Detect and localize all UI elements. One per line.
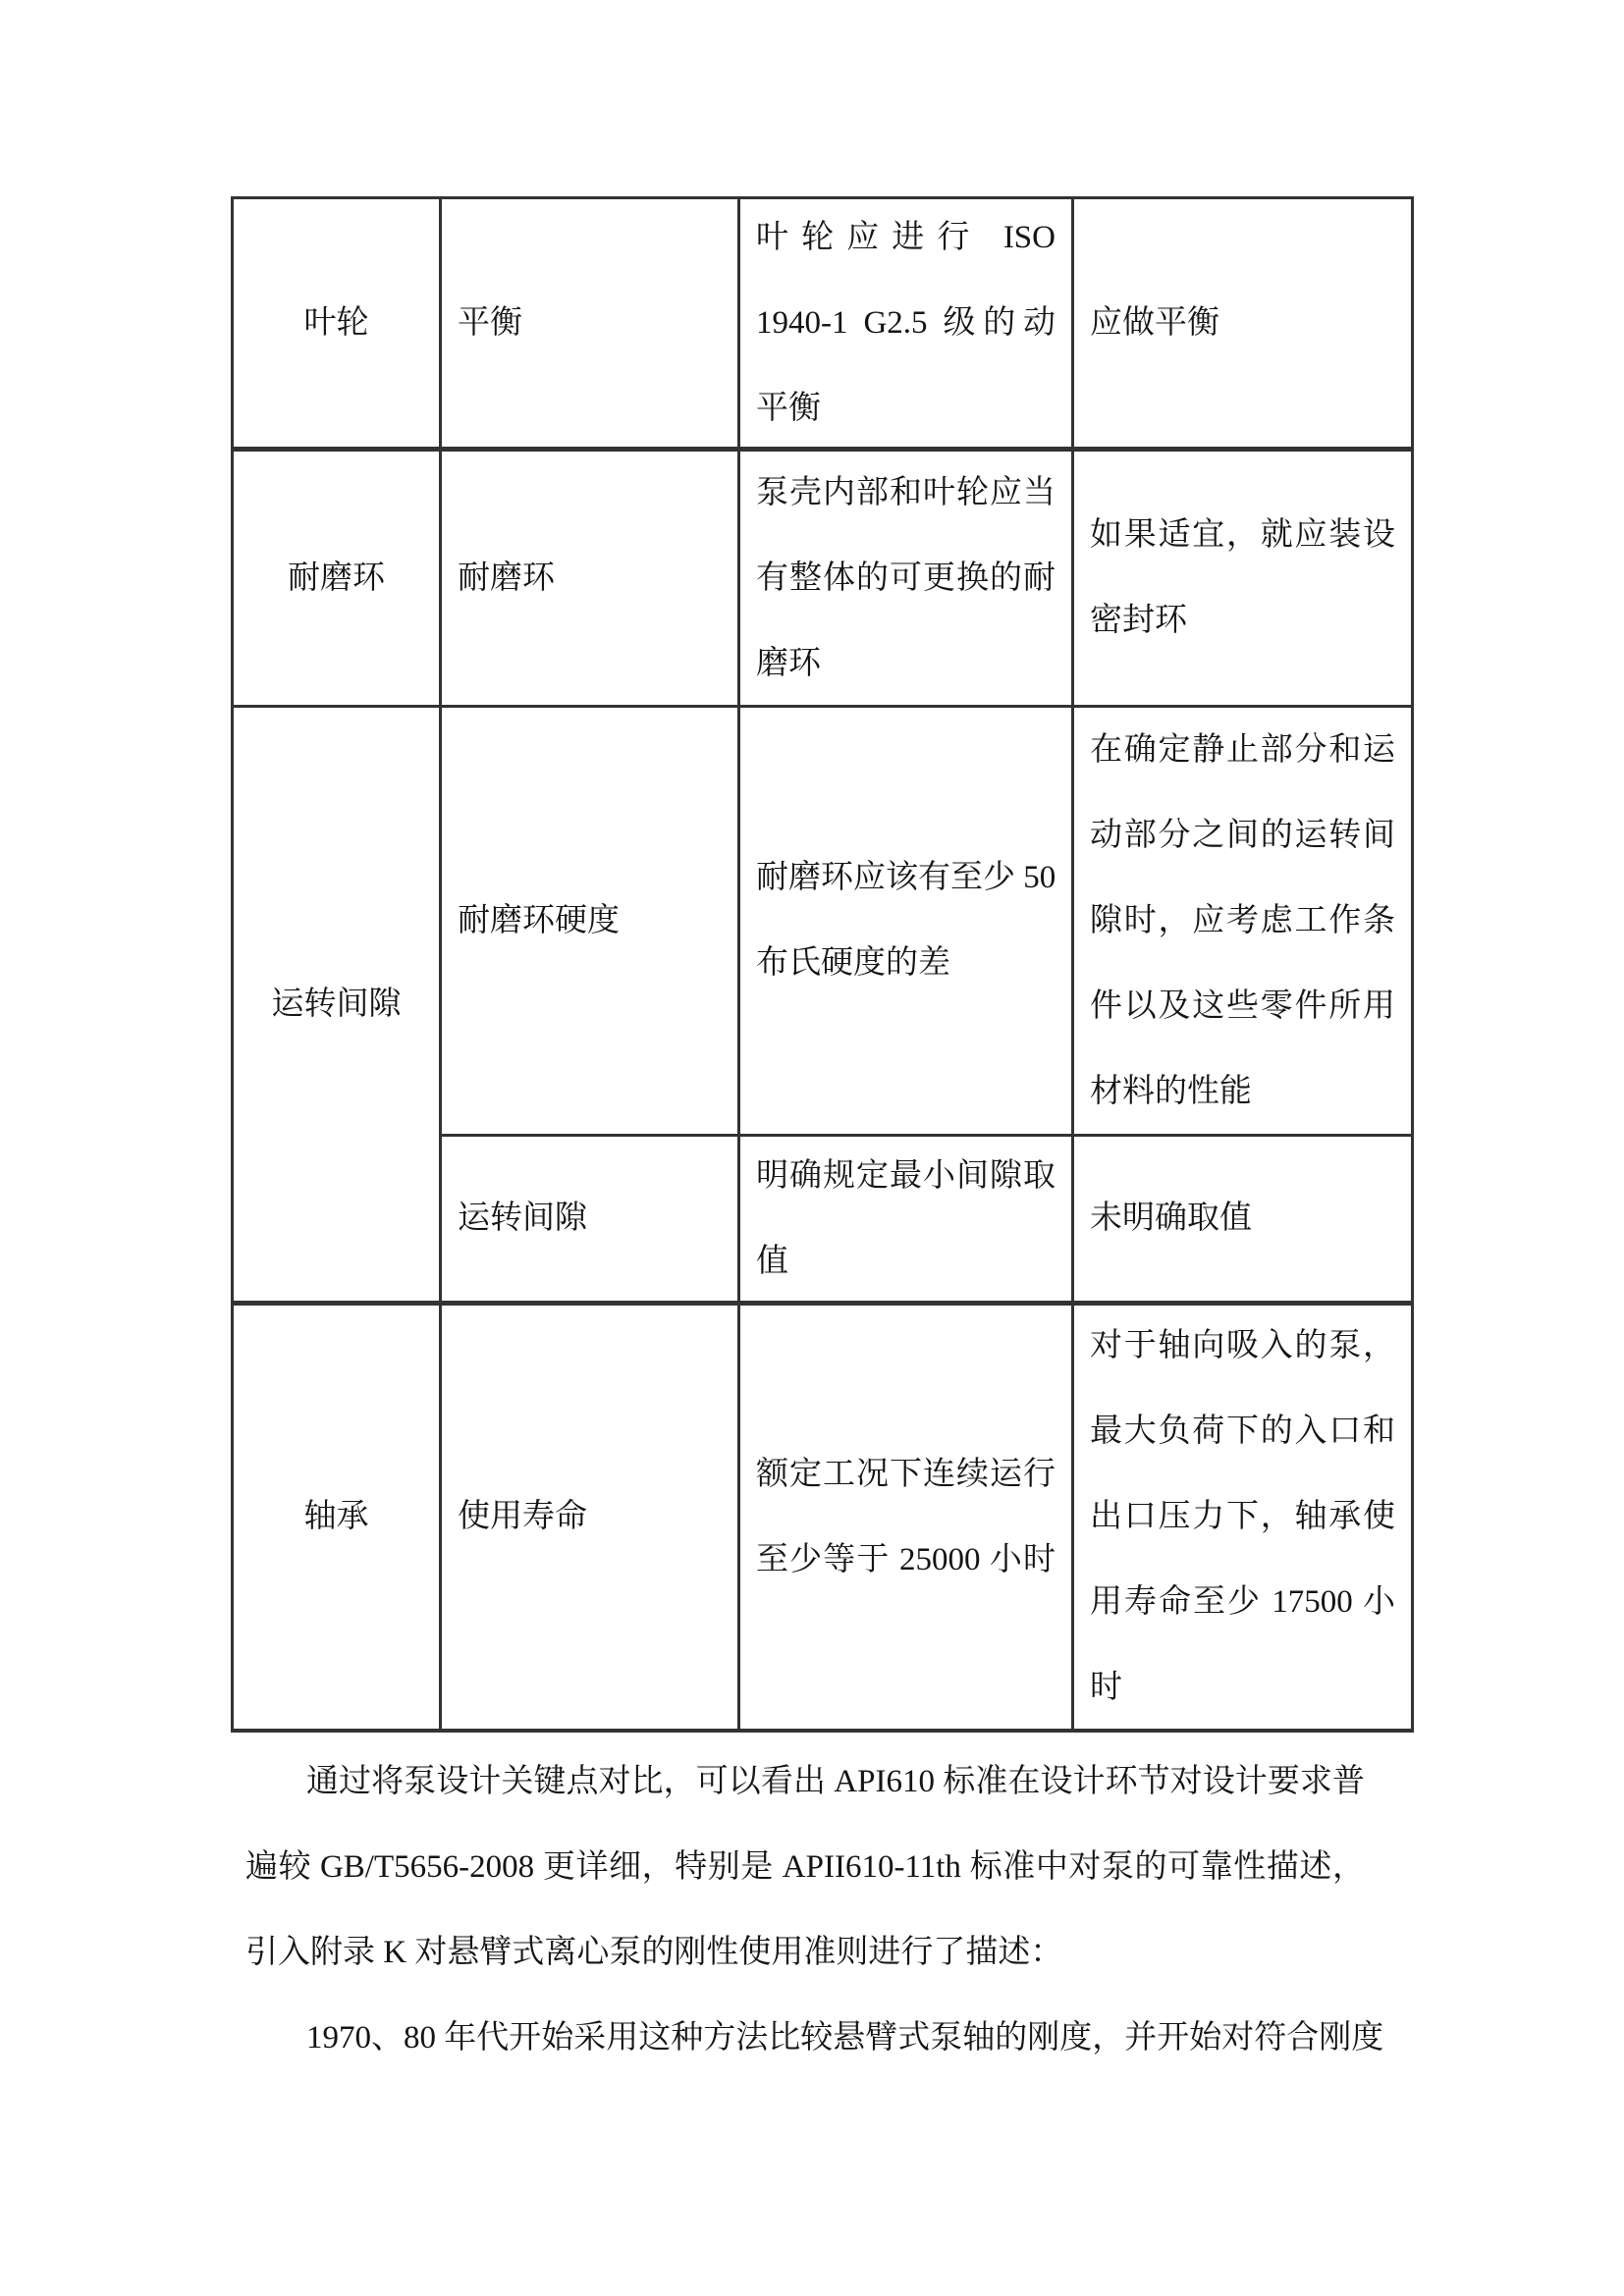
text-line: 运转间隙 [458,1201,587,1236]
text-line: 使用寿命 [458,1499,587,1534]
table-cell-r2c3 [740,452,1074,708]
text-line: 额定工况下连续运行 [756,1456,1056,1492]
text-line: 轴承 [303,1499,369,1534]
text-line: 平衡 [458,304,522,341]
text-line: 用寿命至少 17500 小 [1090,1584,1395,1620]
text-line: 叶轮 [303,304,369,341]
comparison-table [231,196,1414,1733]
text-line: 动部分之间的运转间 [1090,817,1395,853]
table-cell-r2c2 [442,452,740,708]
text-line: 最大负荷下的入口和 [1090,1414,1395,1449]
text-line: 件以及这些零件所用 [1090,988,1395,1024]
table-cell-r4c3 [740,1137,1074,1306]
text-line: 耐磨环 [288,560,385,596]
text-line: 密封环 [1090,603,1187,638]
table-cell-r3c3 [740,708,1074,1137]
text-line: 磨环 [756,645,821,681]
table-cell-r3c1 [234,708,442,1306]
text-line: 有整体的可更换的耐 [756,560,1056,596]
text-line: 明确规定最小间隙取 [756,1157,1056,1194]
text-line: 至少等于 25000 小时 [756,1541,1056,1577]
table-cell-r4c2 [442,1137,740,1306]
text-line: 时 [1090,1670,1122,1705]
body-text [245,1739,1384,2081]
text-line: 值 [756,1243,788,1279]
text-line: 叶轮应进行 ISO [756,219,1056,255]
table-cell-r2c1 [234,452,442,708]
text-line: 出口压力下，轴承使 [1090,1499,1395,1534]
text-line: 通过将泵设计关键点对比，可以看出 API610 标准在设计环节对设计要求普 [306,1764,1365,1799]
text-line: 在确定静止部分和运 [1090,731,1395,768]
text-line: 1970、80 年代开始采用这种方法比较悬臂式泵轴的刚度，并开始对符合刚度 [306,2020,1384,2056]
table-cell-r3c4 [1074,708,1414,1137]
table-cell-r4c4 [1074,1137,1414,1306]
text-line: 未明确取值 [1090,1201,1252,1236]
table-cell-r5c4 [1074,1306,1414,1733]
table-cell-r1c2 [442,199,740,452]
table-cell-r5c3 [740,1306,1074,1733]
text-line: 平衡 [756,390,821,426]
table-cell-r1c1 [234,199,442,452]
text-line: 对于轴向吸入的泵， [1090,1328,1395,1363]
table-cell-r2c4 [1074,452,1414,708]
text-line: 引入附录 K 对悬臂式离心泵的刚性使用准则进行了描述： [245,1935,1063,1970]
text-line: 耐磨环应该有至少 50 [756,860,1056,895]
table-cell-r5c2 [442,1306,740,1733]
table-cell-r3c2 [442,708,740,1137]
table-cell-r1c3 [740,199,1074,452]
text-line: 耐磨环 [458,560,555,596]
table-cell-r1c4 [1074,199,1414,452]
text-line: 耐磨环硬度 [458,902,620,938]
text-line: 1940-1 G2.5 级的动 [756,304,1056,341]
text-line: 材料的性能 [1090,1073,1252,1109]
text-line: 泵壳内部和叶轮应当 [756,474,1056,510]
text-line: 布氏硬度的差 [756,945,950,981]
text-line: 遍较 GB/T5656-2008 更详细，特别是 APII610-11th 标准中对泵的可靠性描述， [245,1849,1365,1885]
text-line: 运转间隙 [271,986,402,1022]
text-line: 如果适宜，就应装设 [1090,517,1395,553]
text-line: 隙时，应考虑工作条 [1090,902,1395,938]
table-cell-r5c1 [234,1306,442,1733]
text-line: 应做平衡 [1090,304,1219,341]
